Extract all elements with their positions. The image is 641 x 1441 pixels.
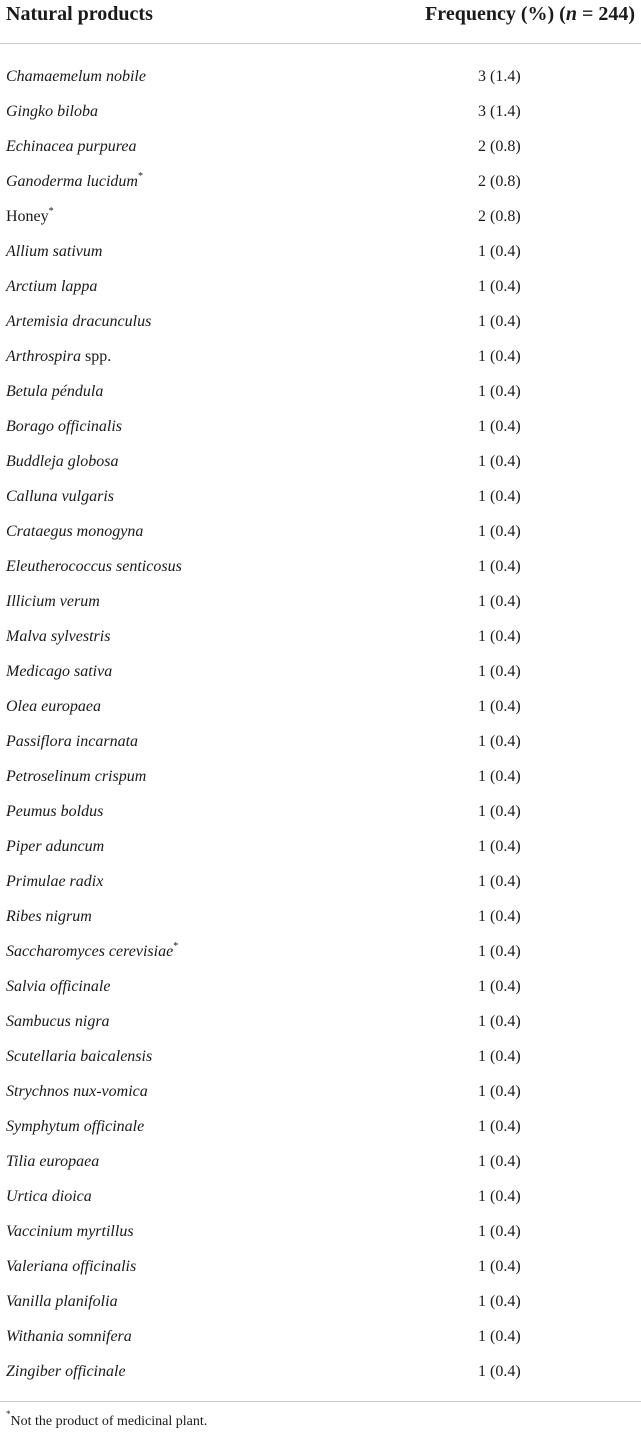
product-name: Withania somnifera <box>6 1328 132 1345</box>
product-name-cell <box>6 628 110 646</box>
table-row <box>0 585 641 620</box>
table-header <box>0 0 641 44</box>
table-row <box>0 935 641 970</box>
frequency-cell: 1 (0.4) <box>478 1328 521 1345</box>
frequency-cell: 2 (0.8) <box>478 138 521 155</box>
table-row <box>0 60 641 95</box>
table-row <box>0 1180 641 1215</box>
frequency-cell: 1 (0.4) <box>478 768 521 785</box>
table-row <box>0 760 641 795</box>
frequency-cell: 2 (0.8) <box>478 208 521 225</box>
table-row <box>0 1145 641 1180</box>
product-name-cell <box>6 1223 134 1241</box>
frequency-cell: 1 (0.4) <box>478 1188 521 1205</box>
product-name: Artemisia dracunculus <box>6 313 152 330</box>
frequency-cell: 1 (0.4) <box>478 628 521 645</box>
product-name: Vanilla planifolia <box>6 1293 118 1310</box>
frequency-header-suffix: = 244) <box>576 3 635 25</box>
product-name: Scutellaria baicalensis <box>6 1048 153 1065</box>
product-name-cell <box>6 1363 126 1381</box>
product-name-cell <box>6 1153 99 1171</box>
frequency-cell: 3 (1.4) <box>478 103 521 120</box>
product-name: Sambucus nigra <box>6 1013 110 1030</box>
product-name: Betula péndula <box>6 383 104 400</box>
footnote-reference-mark: * <box>48 205 54 217</box>
frequency-cell: 1 (0.4) <box>478 1363 521 1380</box>
frequency-cell: 1 (0.4) <box>478 313 521 330</box>
table-body <box>0 60 641 1390</box>
table-row <box>0 900 641 935</box>
frequency-cell: 1 (0.4) <box>478 1153 521 1170</box>
product-name: Passiflora incarnata <box>6 733 139 750</box>
product-name: Ganoderma lucidum <box>6 173 138 190</box>
product-name-cell <box>6 170 143 191</box>
frequency-cell: 1 (0.4) <box>478 1013 521 1030</box>
frequency-cell: 1 (0.4) <box>478 278 521 295</box>
header-divider <box>0 43 641 44</box>
product-name-cell <box>6 1293 118 1311</box>
product-name: Piper aduncum <box>6 838 105 855</box>
product-name-cell <box>6 593 100 611</box>
product-name-cell <box>6 523 143 541</box>
product-name-suffix: spp. <box>80 348 112 365</box>
table-row <box>0 795 641 830</box>
product-name: Medicago sativa <box>6 663 113 680</box>
product-name: Buddleja globosa <box>6 453 119 470</box>
table-row <box>0 1250 641 1285</box>
product-name: Illicium verum <box>6 593 100 610</box>
table-row <box>0 480 641 515</box>
table-row <box>0 1355 641 1390</box>
frequency-cell: 1 (0.4) <box>478 978 521 995</box>
frequency-cell: 1 (0.4) <box>478 663 521 680</box>
footnote-reference-mark: * <box>137 170 143 182</box>
product-name-cell <box>6 663 112 681</box>
frequency-header-prefix: Frequency (%) ( <box>425 3 566 25</box>
product-name: Crataegus monogyna <box>6 523 144 540</box>
product-name-cell <box>6 488 114 506</box>
frequency-cell: 1 (0.4) <box>478 1083 521 1100</box>
footnote-text: Not the product of medicinal plant. <box>10 1414 208 1429</box>
frequency-cell: 1 (0.4) <box>478 1118 521 1135</box>
product-name-cell <box>6 838 104 856</box>
product-name: Arthrospira <box>6 348 81 365</box>
table-row <box>0 130 641 165</box>
product-name-cell <box>6 103 98 121</box>
table-row <box>0 1040 641 1075</box>
table-row <box>0 1075 641 1110</box>
frequency-cell: 1 (0.4) <box>478 1258 521 1275</box>
table-row <box>0 1110 641 1145</box>
product-name-cell <box>6 698 101 716</box>
table-row <box>0 410 641 445</box>
product-name-cell <box>6 205 54 226</box>
frequency-cell: 1 (0.4) <box>478 1293 521 1310</box>
product-name-cell <box>6 418 122 436</box>
table-row <box>0 340 641 375</box>
product-name: Allium sativum <box>6 243 103 260</box>
table-row <box>0 690 641 725</box>
product-name: Calluna vulgaris <box>6 488 115 505</box>
frequency-cell: 1 (0.4) <box>478 488 521 505</box>
frequency-cell: 1 (0.4) <box>478 803 521 820</box>
table-row <box>0 305 641 340</box>
frequency-cell: 1 (0.4) <box>478 383 521 400</box>
table-row <box>0 200 641 235</box>
table-row <box>0 970 641 1005</box>
frequency-cell: 3 (1.4) <box>478 68 521 85</box>
product-name-cell <box>6 558 182 576</box>
frequency-cell: 2 (0.8) <box>478 173 521 190</box>
product-name: Ribes nigrum <box>6 908 92 925</box>
product-name: Petroselinum crispum <box>6 768 147 785</box>
product-name-cell <box>6 1258 136 1276</box>
table-bottom-divider <box>0 1401 641 1402</box>
product-name: Symphytum officinale <box>6 1118 145 1135</box>
product-name-cell <box>6 1013 110 1031</box>
product-name: Gingko biloba <box>6 103 98 120</box>
product-name-cell <box>6 1188 92 1206</box>
frequency-cell: 1 (0.4) <box>478 838 521 855</box>
column-header-frequency <box>425 3 635 26</box>
frequency-cell: 1 (0.4) <box>478 418 521 435</box>
product-name: Strychnos nux-vomica <box>6 1083 148 1100</box>
table-row <box>0 1320 641 1355</box>
product-name: Olea europaea <box>6 698 101 715</box>
product-name-cell <box>6 733 138 751</box>
product-name-cell <box>6 803 103 821</box>
product-name-cell <box>6 1118 144 1136</box>
product-name: Zingiber officinale <box>6 1363 126 1380</box>
product-name: Tilia europaea <box>6 1153 100 1170</box>
frequency-cell: 1 (0.4) <box>478 453 521 470</box>
frequency-cell: 1 (0.4) <box>478 908 521 925</box>
table-row <box>0 865 641 900</box>
product-name-cell <box>6 940 179 961</box>
product-name-cell <box>6 68 146 86</box>
product-name: Valeriana officinalis <box>6 1258 137 1275</box>
frequency-cell: 1 (0.4) <box>478 943 521 960</box>
table-row <box>0 235 641 270</box>
product-name: Urtica dioica <box>6 1188 92 1205</box>
product-name-cell <box>6 243 102 261</box>
table-row <box>0 1285 641 1320</box>
frequency-cell: 1 (0.4) <box>478 523 521 540</box>
table-row <box>0 165 641 200</box>
footnote-mark: * <box>6 1409 11 1420</box>
product-name-cell <box>6 873 103 891</box>
product-name: Saccharomyces cerevisiae <box>6 943 174 960</box>
table-row <box>0 445 641 480</box>
frequency-cell: 1 (0.4) <box>478 593 521 610</box>
table-row <box>0 550 641 585</box>
product-name-cell <box>6 1048 152 1066</box>
product-name-cell <box>6 1083 148 1101</box>
product-name: Echinacea purpurea <box>6 138 137 155</box>
product-name: Malva sylvestris <box>6 628 111 645</box>
product-name: Arctium lappa <box>6 278 98 295</box>
table-row <box>0 655 641 690</box>
frequency-cell: 1 (0.4) <box>478 873 521 890</box>
product-name: Peumus boldus <box>6 803 104 820</box>
frequency-cell: 1 (0.4) <box>478 348 521 365</box>
table-footnote <box>6 1409 208 1430</box>
frequency-header-n: n <box>565 3 577 25</box>
frequency-cell: 1 (0.4) <box>478 558 521 575</box>
product-name: Chamaemelum nobile <box>6 68 146 85</box>
table-row <box>0 515 641 550</box>
product-name-cell <box>6 453 118 471</box>
product-name: Eleutherococcus senticosus <box>6 558 182 575</box>
table-row <box>0 1215 641 1250</box>
table-row <box>0 1005 641 1040</box>
product-name-cell <box>6 278 97 296</box>
product-name-cell <box>6 383 103 401</box>
product-name: Honey <box>6 208 49 225</box>
table-row <box>0 620 641 655</box>
frequency-cell: 1 (0.4) <box>478 1223 521 1240</box>
footnote-reference-mark: * <box>173 940 179 952</box>
product-name-cell <box>6 978 110 996</box>
product-name: Salvia officinale <box>6 978 111 995</box>
product-name-cell <box>6 138 136 156</box>
table-row <box>0 830 641 865</box>
product-name: Vaccinium myrtillus <box>6 1223 134 1240</box>
table-row <box>0 95 641 130</box>
column-header-natural-products: Natural products <box>6 3 153 25</box>
table-row <box>0 270 641 305</box>
product-name-cell <box>6 908 92 926</box>
product-name-cell <box>6 768 146 786</box>
product-name: Borago officinalis <box>6 418 122 435</box>
table-row <box>0 725 641 760</box>
product-name-cell <box>6 348 111 366</box>
frequency-cell: 1 (0.4) <box>478 243 521 260</box>
frequency-cell: 1 (0.4) <box>478 698 521 715</box>
product-name-cell <box>6 1328 132 1346</box>
table-row <box>0 375 641 410</box>
frequency-cell: 1 (0.4) <box>478 1048 521 1065</box>
frequency-cell: 1 (0.4) <box>478 733 521 750</box>
product-name-cell <box>6 313 151 331</box>
product-name: Primulae radix <box>6 873 104 890</box>
